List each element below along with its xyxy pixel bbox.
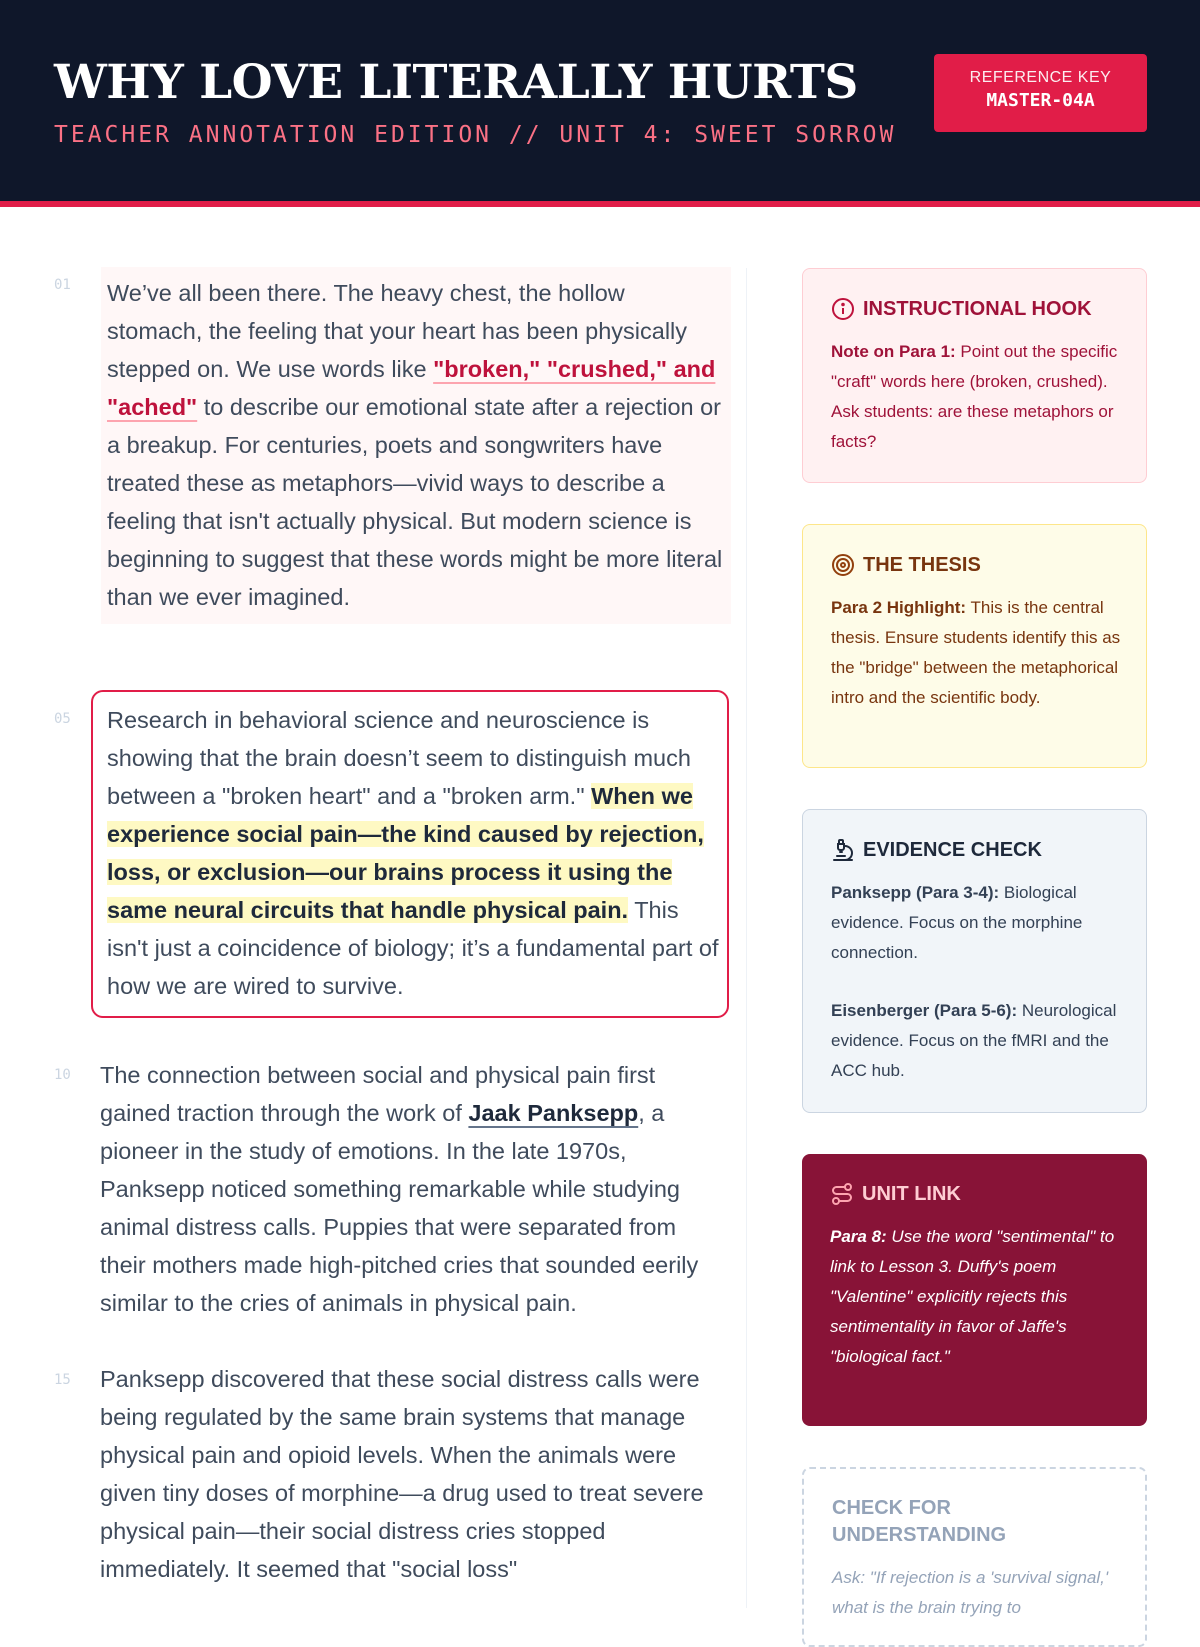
card-text: Ask: "If rejection is a 'survival signal,' what is the brain trying to bbox=[832, 1568, 1109, 1617]
unit-link-card bbox=[802, 1154, 1147, 1426]
page-header bbox=[0, 0, 1200, 207]
card-title: CHECK FOR UNDERSTANDING bbox=[832, 1497, 1007, 1546]
card-text: Use the word "sentimental" to link to Lesson 3. Duffy's poem "Valentine" explicitly rejects this sentimentality in favor of Jaffe's "biological fact." bbox=[830, 1227, 1115, 1366]
card-header bbox=[831, 553, 981, 577]
name-highlight: Jaak Panksepp bbox=[468, 1100, 639, 1126]
card-title: EVIDENCE CHECK bbox=[863, 838, 1042, 861]
thesis-card bbox=[802, 524, 1147, 768]
target-icon bbox=[831, 553, 855, 577]
card-lead: Note on Para 1: bbox=[831, 342, 956, 361]
card-body bbox=[830, 1222, 1126, 1372]
reference-key-badge bbox=[934, 54, 1147, 132]
paragraph-text: Research in behavioral science and neuroscience is showing that the brain doesn’t seem to distinguish much between a "broken heart" and a "broken arm." bbox=[107, 707, 691, 809]
line-number: 01 bbox=[54, 277, 71, 293]
card-text: Biological evidence. Focus on the morphine connection. bbox=[831, 883, 1083, 962]
card-header bbox=[831, 838, 1042, 862]
paragraph-text: , a pioneer in the study of emotions. In the late 1970s, Panksepp noticed something remarkable while studying animal distress calls. Puppies that were separated from their mothers made high-pitched cries that sounded eerily similar to the cries of animals in physical pain. bbox=[100, 1100, 699, 1316]
reference-key-value: MASTER-04A bbox=[986, 90, 1095, 111]
card-lead: Para 8: bbox=[830, 1227, 887, 1246]
card-text: Point out the specific "craft" words here (broken, crushed). Ask students: are these metaphors or facts? bbox=[831, 342, 1118, 451]
instructional-hook-card bbox=[802, 268, 1147, 483]
card-body bbox=[831, 593, 1127, 713]
column-divider bbox=[746, 268, 747, 1608]
card-title: INSTRUCTIONAL HOOK bbox=[863, 297, 1092, 320]
card-lead: Panksepp (Para 3-4): bbox=[831, 883, 1000, 902]
paragraph-text: This isn't just a coincidence of biology; it’s a fundamental part of how we are wired to survive. bbox=[107, 897, 719, 999]
card-header bbox=[831, 297, 1092, 321]
card-title: THE THESIS bbox=[863, 553, 981, 576]
card-title: UNIT LINK bbox=[862, 1182, 961, 1205]
evidence-item-eisenberger bbox=[831, 996, 1127, 1086]
reference-key-label: REFERENCE KEY bbox=[969, 69, 1112, 86]
card-lead: Eisenberger (Para 5-6): bbox=[831, 1001, 1018, 1020]
evidence-check-card bbox=[802, 809, 1147, 1113]
card-text: Neurological evidence. Focus on the fMRI and the ACC hub. bbox=[831, 1001, 1117, 1080]
craft-words-highlight: "broken," "crushed," and "ached" bbox=[107, 356, 716, 420]
info-icon bbox=[831, 297, 855, 321]
evidence-item-panksepp bbox=[831, 878, 1127, 968]
card-header bbox=[830, 1182, 961, 1206]
thesis-highlight: When we experience social pain—the kind caused by rejection, loss, or exclusion—our brains process it using the same neural circuits that handle physical pain. bbox=[107, 783, 704, 923]
paragraph-text: We’ve all been there. The heavy chest, the hollow stomach, the feeling that your heart has been physically stepped on. We use words like bbox=[107, 280, 688, 382]
check-understanding-card bbox=[802, 1467, 1147, 1647]
line-number: 05 bbox=[54, 711, 71, 727]
card-text: This is the central thesis. Ensure students identify this as the "bridge" between the metaphorical intro and the scientific body. bbox=[831, 598, 1121, 707]
card-body bbox=[831, 878, 1127, 1086]
card-lead: Para 2 Highlight: bbox=[831, 598, 967, 617]
paragraph-hook bbox=[101, 267, 731, 624]
page-subtitle: TEACHER ANNOTATION EDITION // UNIT 4: SWEET SORROW bbox=[54, 122, 897, 148]
paragraph-text: The connection between social and physical pain first gained traction through the work of bbox=[100, 1062, 656, 1126]
paragraph-morphine: Panksepp discovered that these social distress calls were being regulated by the same brain systems that manage physical pain and opioid levels. When the animals were given tiny doses of morphine—a drug used to treat severe physical pain—their social distress cries stopped immediately. It seemed that "social loss" bbox=[100, 1366, 704, 1582]
paragraph-panksepp bbox=[100, 1056, 725, 1322]
microscope-icon bbox=[831, 838, 855, 862]
line-number: 10 bbox=[54, 1067, 71, 1083]
page-title: WHY LOVE LITERALLY HURTS bbox=[54, 55, 858, 110]
card-body bbox=[831, 337, 1127, 457]
paragraph-thesis bbox=[91, 690, 729, 1018]
route-icon bbox=[830, 1182, 854, 1206]
line-number: 15 bbox=[54, 1372, 71, 1388]
paragraph-text: to describe our emotional state after a rejection or a breakup. For centuries, poets and songwriters have treated these as metaphors—vivid ways to describe a feeling that isn't actually physical. But modern science is beginning to suggest that these words might be more literal than we ever imagined. bbox=[107, 394, 723, 610]
